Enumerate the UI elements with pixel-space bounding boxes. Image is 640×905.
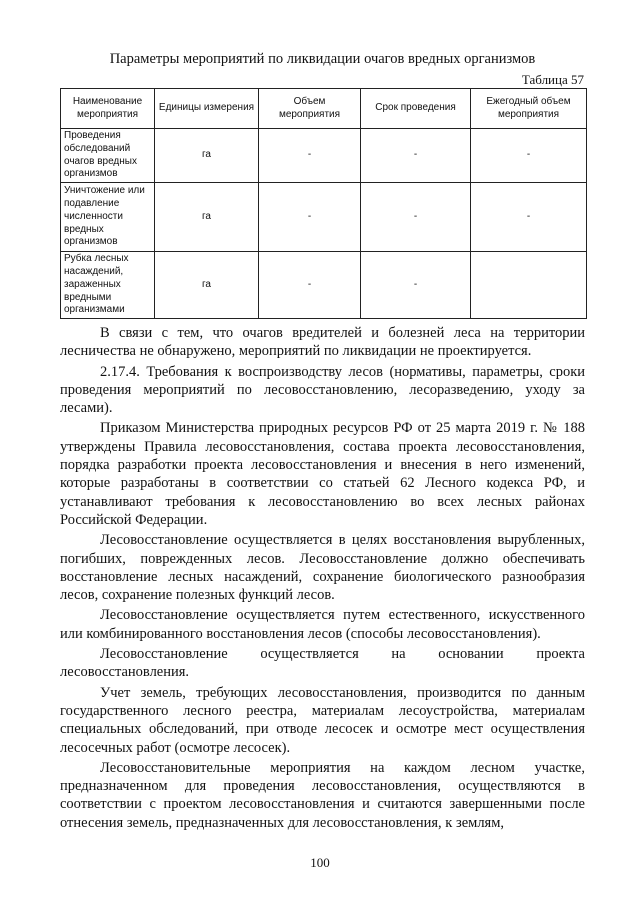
header-cell: Единицы измерения [155, 89, 259, 129]
table-cell: га [155, 129, 259, 183]
header-cell: Ежегодный объем мероприятия [471, 89, 587, 129]
table-cell: га [155, 183, 259, 252]
paragraph: В связи с тем, что очагов вредителей и болезней леса на территории лесничества не обнаружено, мероприятий по ликвидации не проектируется. [60, 325, 585, 360]
header-cell: Объем мероприятия [259, 89, 361, 129]
table-number: Таблица 57 [521, 72, 584, 87]
table-cell: - [471, 129, 587, 183]
table-cell: - [361, 183, 471, 252]
table-cell: Уничтожение или подавление численности вредных организмов [61, 183, 155, 252]
table-cell: - [361, 129, 471, 183]
parameters-table [60, 88, 587, 319]
table-cell: - [259, 252, 361, 319]
table-row [61, 129, 587, 183]
table-cell [471, 252, 587, 319]
page-number: 100 [310, 855, 330, 870]
paragraph: Лесовосстановление осуществляется в целях восстановления вырубленных, погибших, поврежденных лесов. Лесовосстановление должно обеспечивать восстановление лесных насаждений, сохранение биологического разнообразия лесов, сохранение полезных функций лесов. [60, 532, 585, 604]
table-cell: - [471, 183, 587, 252]
paragraph: 2.17.4. Требования к воспроизводству лесов (нормативы, параметры, сроки проведения мероприятий по лесовосстановлению, лесоразведению, уходу за лесами). [60, 363, 585, 417]
header-cell: Наименование мероприятия [61, 89, 155, 129]
paragraph: Лесовосстановительные мероприятия на каждом лесном участке, предназначенном для проведения лесовосстановления, осуществляются в соответствии с проектом лесовосстановления и считаются завершенными после отнесения земель, предназначенных для лесовосстановления, к землям, [60, 759, 585, 831]
table-cell: - [361, 252, 471, 319]
paragraph: Лесовосстановление осуществляется на основании проекта лесовосстановления. [60, 646, 585, 681]
header-cell: Срок проведения [361, 89, 471, 129]
table-row [61, 183, 587, 252]
table-row [61, 252, 587, 319]
table-cell: - [259, 183, 361, 252]
paragraph: Приказом Министерства природных ресурсов РФ от 25 марта 2019 г. № 188 утверждены Правила лесовосстановления, состава проекта лесовосстановления, порядка разработки проекта лесовосстановления и внесения в него изменений, которые разработаны в соответствии со статьей 62 Лесного кодекса РФ, и устанавливают требования к лесовосстановлению во всех лесных районах Российской Федерации. [60, 420, 585, 528]
paragraph: Лесовосстановление осуществляется путем естественного, искусственного или комбинированного восстановления лесов (способы лесовосстановления). [60, 607, 585, 642]
body-text [60, 324, 585, 834]
table-cell: га [155, 252, 259, 319]
table-cell: Рубка лесных насаждений, зараженных вредными организмами [61, 252, 155, 319]
page-title: Параметры мероприятий по ликвидации очагов вредных организмов [109, 51, 536, 67]
paragraph: Учет земель, требующих лесовосстановления, производится по данным государственного лесного реестра, материалам лесоустройства, материалам специальных обследований, при отводе лесосек и осмотре мест осуществления лесосечных работ (осмотре лесосек). [60, 684, 585, 756]
table-cell: - [259, 129, 361, 183]
table-cell: Проведения обследований очагов вредных организмов [61, 129, 155, 183]
table-header-row [61, 89, 587, 129]
